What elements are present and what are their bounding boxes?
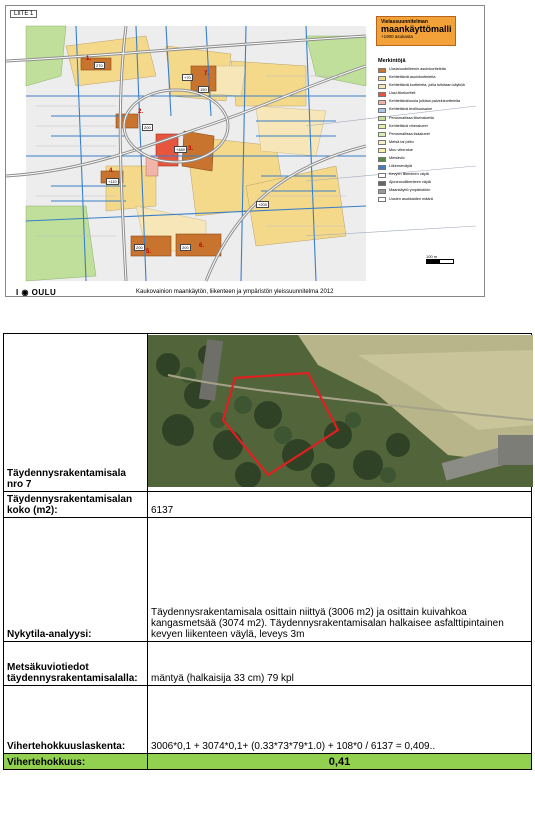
legend-swatch — [378, 84, 386, 89]
table-row — [4, 754, 532, 770]
map-title-small: Vielassuunnitelman — [381, 19, 428, 25]
legend-text: Kehitettävä/uusia julkisia palvelukortteleita — [389, 99, 461, 104]
legend-swatch — [378, 189, 386, 194]
resident-tag: +70 — [184, 75, 191, 80]
legend-item — [378, 75, 482, 81]
legend-item — [378, 172, 482, 178]
legend-item — [378, 156, 482, 162]
legend-text: Metsäviiv — [389, 156, 405, 161]
legend-text: Perusmallissa lisäalueet — [389, 131, 430, 136]
area-label: 7. — [204, 71, 210, 77]
table-row — [4, 642, 532, 686]
legend-swatch — [378, 76, 386, 81]
map-title: maankäyttömalli — [381, 24, 452, 34]
legend-item — [378, 132, 482, 138]
legend-text: Kehitettäviä kortteleita, joilla tutkitaan käyttöä — [389, 83, 465, 88]
legend-swatch — [378, 68, 386, 73]
resident-tag: 200 — [144, 125, 151, 130]
aerial-photo — [148, 335, 533, 487]
area-label: 3. — [188, 146, 194, 152]
resident-tag: +200 — [258, 202, 268, 207]
legend-swatch — [378, 197, 386, 202]
area-number-label: Täydennysrakentamisala nro 7 — [4, 334, 148, 492]
current-state-label: Nykytila-analyysi: — [4, 518, 148, 642]
legend-swatch — [378, 108, 386, 113]
legend-item — [378, 140, 482, 146]
legend-text: Uusia/uudelleenin asuinkortteleita — [389, 67, 446, 71]
legend-text: Kehitettäviä asuinkortteleita — [389, 75, 436, 80]
table-row — [4, 334, 532, 492]
legend-item — [378, 91, 482, 97]
area-size-label: Täydennysrakentamisalan koko (m2): — [4, 492, 148, 518]
legend-item — [378, 99, 482, 105]
green-factor-calc-label: Vihertehokkuuslaskenta: — [4, 686, 148, 754]
legend-text: Muu viheralue — [389, 147, 413, 152]
legend-swatch — [378, 165, 386, 170]
scale-text: 100 m — [426, 254, 438, 259]
resident-tag: 270 — [96, 63, 103, 68]
area-label: 2. — [138, 109, 144, 115]
resident-tag: +110 — [108, 179, 117, 184]
green-factor-calc-value: 3006*0,1 + 3074*0,1+ (0.33*73*79*1.0) + 108*0 / 6137 = 0,409.. — [148, 686, 532, 754]
legend-item — [378, 197, 482, 203]
legend-swatch — [378, 100, 386, 105]
resident-tag: 200 — [182, 245, 189, 250]
legend-item — [378, 164, 482, 170]
area-size-value: 6137 — [148, 492, 532, 518]
legend-item — [378, 188, 482, 194]
area-label: 6. — [199, 243, 205, 249]
legend-item — [378, 180, 482, 186]
legend-swatch — [378, 92, 386, 97]
legend-text: Uusi liikekortteli — [389, 91, 416, 96]
legend-text: Kevyen liikenteen väylä — [389, 172, 429, 177]
aerial-photo-drawing — [148, 335, 533, 487]
legend-item — [378, 148, 482, 154]
forest-data-label: Metsäkuviotiedot täydennysrakentamisalalla: — [4, 642, 148, 686]
table-row — [4, 518, 532, 642]
legend-swatch — [378, 181, 386, 186]
legend-swatch — [378, 140, 386, 145]
resident-tag: 200 — [136, 245, 143, 250]
attachment-label: LIITE 1 — [10, 10, 37, 18]
legend-text: Ajoneuvoliikenteen väylä — [389, 180, 431, 185]
map-title-sub: +1900 asukasta — [381, 34, 413, 39]
info-table — [3, 333, 532, 770]
legend-swatch — [378, 116, 386, 121]
legend-item — [378, 83, 482, 89]
legend-text: Kehitettävä teollisuusalue — [389, 107, 433, 112]
legend-text: Uusien asukkaiden määrä — [389, 196, 433, 201]
area-label: 5. — [146, 249, 152, 255]
map-title-box — [376, 16, 456, 46]
legend-item — [378, 107, 482, 113]
forest-data-value: mäntyä (halkaisija 33 cm) 79 kpl — [148, 642, 532, 686]
legend-text: Liikenneväylä — [389, 164, 413, 169]
legend-text: Maankäyttö ympäristöön — [389, 188, 431, 193]
legend-text: Kehitettävä viheralueet — [389, 123, 428, 128]
oulu-logo: I ◉ OULU — [16, 288, 57, 297]
logo-text: OULU — [31, 288, 57, 297]
land-use-map — [5, 5, 485, 297]
table-row — [4, 492, 532, 518]
legend-text: Perusmallissa liikenaluetta — [389, 115, 434, 120]
map-legend — [378, 58, 482, 205]
legend-swatch — [378, 148, 386, 153]
legend-text: Metsä tai pelto — [389, 139, 414, 144]
area-label: 4. — [109, 168, 115, 174]
legend-item — [378, 116, 482, 122]
legend-swatch — [378, 157, 386, 162]
table-row — [4, 686, 532, 754]
green-factor-label: Vihertehokkuus: — [4, 754, 148, 770]
current-state-value: Täydennysrakentamisala osittain niittyä (3006 m2) ja osittain kuivahkoa kangasmetsää (3074 m2). Täydennysrakentamisalan halkaisee asfalttipintainen kevyen liikenteen väylä, leveys 3m — [148, 518, 532, 642]
green-factor-value: 0,41 — [148, 754, 532, 770]
legend-item — [378, 124, 482, 130]
scale-bar — [426, 259, 454, 264]
legend-swatch — [378, 124, 386, 129]
area-label: 1. — [86, 56, 92, 62]
legend-heading: Merkintöjä — [378, 58, 406, 64]
aerial-photo-cell — [148, 334, 532, 492]
map-footer: Kaukovainion maankäytön, liikenteen ja ympäristön yleissuunnitelma 2012 — [136, 289, 334, 295]
legend-item — [378, 67, 482, 73]
resident-tag: +480 — [176, 147, 186, 152]
legend-swatch — [378, 173, 386, 178]
resident-tag: 150 — [200, 87, 207, 92]
legend-swatch — [378, 132, 386, 137]
